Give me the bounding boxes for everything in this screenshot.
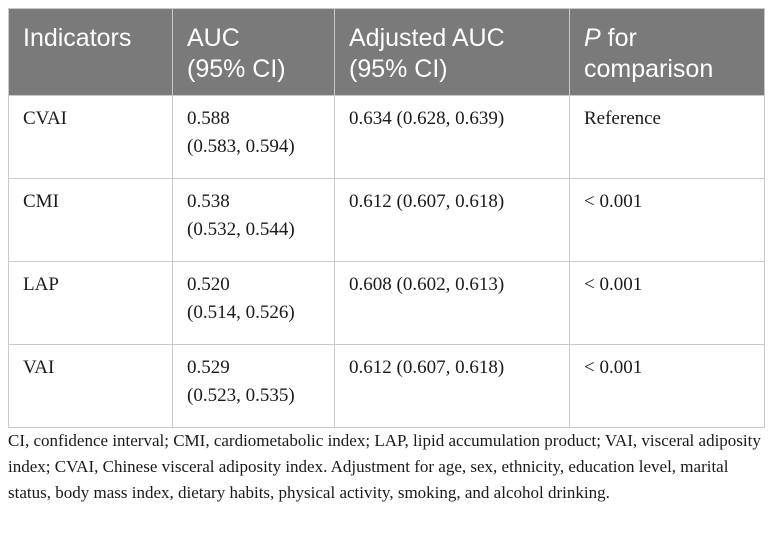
- table-body: [9, 96, 765, 428]
- table-header: [9, 9, 765, 96]
- cell-auc: [173, 96, 335, 179]
- cell-adjusted-auc: 0.612 (0.607, 0.618): [335, 345, 570, 428]
- table-row: [9, 345, 765, 428]
- header-row: [9, 9, 765, 96]
- auc-value: 0.529: [187, 357, 230, 378]
- table-footnote: CI, confidence interval; CMI, cardiometabolic index; LAP, lipid accumulation product; VAI, visceral adiposity index; CVAI, Chinese visceral adiposity index. Adjustment for age, sex, ethnicity, education level, marital status, body mass index, dietary habits, physical activity, smoking, and alcohol drinking.: [8, 431, 761, 502]
- cell-indicator: LAP: [9, 262, 173, 345]
- cell-p-value: < 0.001: [570, 345, 765, 428]
- cell-auc: [173, 345, 335, 428]
- table-row: [9, 179, 765, 262]
- cell-indicator: CVAI: [9, 96, 173, 179]
- header-p-comparison: comparison: [584, 55, 714, 83]
- header-adjusted-auc-line2: (95% CI): [349, 55, 448, 83]
- cell-adjusted-auc: 0.612 (0.607, 0.618): [335, 179, 570, 262]
- auc-comparison-table: [8, 8, 765, 428]
- header-p-symbol: P: [584, 24, 601, 52]
- header-auc: [173, 9, 335, 96]
- auc-value: 0.538: [187, 191, 230, 212]
- auc-ci: (0.532, 0.544): [187, 219, 295, 240]
- results-table-container: [8, 8, 764, 428]
- header-p-for: for: [600, 24, 637, 52]
- cell-auc: [173, 262, 335, 345]
- auc-ci: (0.523, 0.535): [187, 385, 295, 406]
- header-indicators: [9, 9, 173, 96]
- header-auc-line2: (95% CI): [187, 55, 286, 83]
- cell-adjusted-auc: 0.634 (0.628, 0.639): [335, 96, 570, 179]
- header-auc-line1: AUC: [187, 24, 240, 52]
- auc-ci: (0.514, 0.526): [187, 302, 295, 323]
- cell-p-value: < 0.001: [570, 179, 765, 262]
- cell-adjusted-auc: 0.608 (0.602, 0.613): [335, 262, 570, 345]
- header-p-for-comparison: [570, 9, 765, 96]
- auc-value: 0.588: [187, 108, 230, 129]
- table-row: [9, 96, 765, 179]
- cell-indicator: VAI: [9, 345, 173, 428]
- auc-ci: (0.583, 0.594): [187, 136, 295, 157]
- header-indicators-label: Indicators: [23, 24, 132, 52]
- cell-p-value: < 0.001: [570, 262, 765, 345]
- cell-indicator: CMI: [9, 179, 173, 262]
- cell-auc: [173, 179, 335, 262]
- table-row: [9, 262, 765, 345]
- cell-p-value: Reference: [570, 96, 765, 179]
- auc-value: 0.520: [187, 274, 230, 295]
- header-adjusted-auc-line1: Adjusted AUC: [349, 24, 505, 52]
- header-adjusted-auc: [335, 9, 570, 96]
